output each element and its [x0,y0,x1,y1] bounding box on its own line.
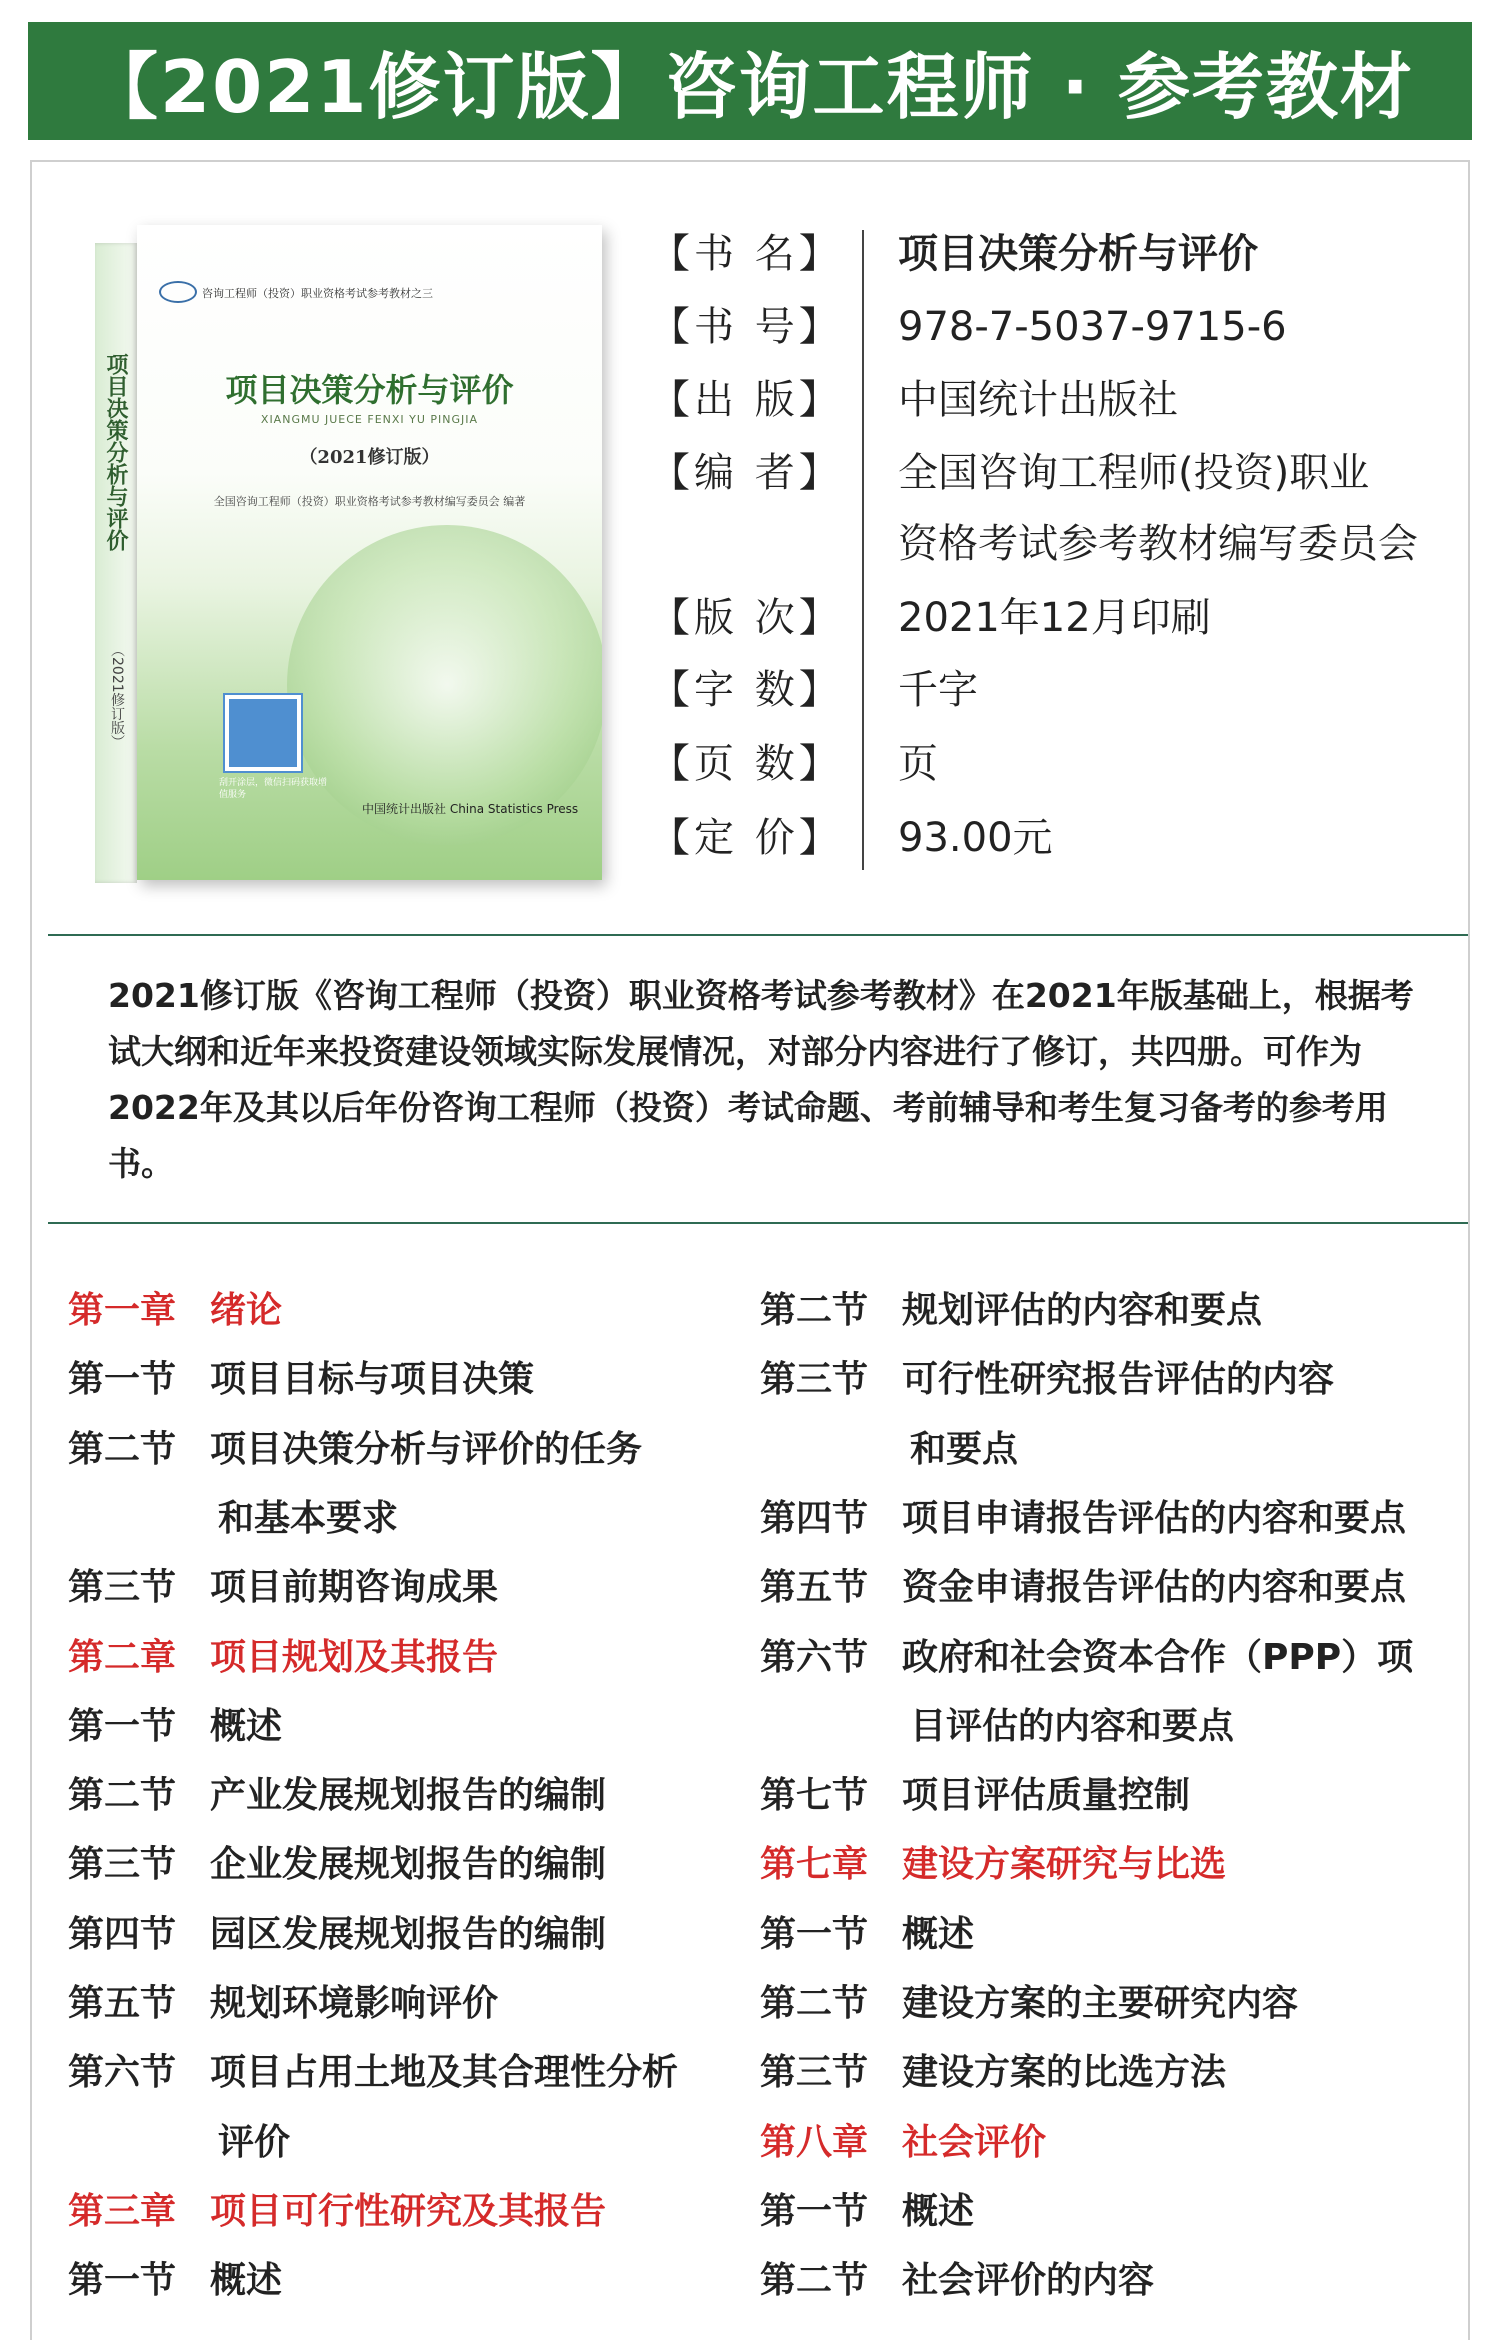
toc-text: 社会评价的内容 [902,2260,1155,2302]
toc-number: 第四节 [760,1497,869,1539]
cover-pinyin: XIANGMU JUECE FENXI YU PINGJIA [260,413,479,426]
book-cover [95,225,605,885]
toc-text: 资金申请报告评估的内容和要点 [902,1567,1407,1609]
toc-text: 概述 [902,1913,975,1955]
info-divider [862,230,864,870]
info-value: 978-7-5037-9715-6 [898,304,1287,350]
toc-text: 产业发展规划报告的编制 [210,1775,607,1817]
toc-text: 项目目标与项目决策 [210,1359,535,1401]
toc-number: 第一节 [68,1359,177,1401]
toc-text: 项目规划及其报告 [210,1636,499,1678]
toc-number: 第七节 [760,1775,869,1817]
toc-text: 建设方案的比选方法 [902,2052,1227,2094]
info-label: 【书 名】 [650,231,843,277]
toc-text: 和基本要求 [218,1497,399,1539]
cover-decoration [287,525,602,845]
toc-text: 建设方案的主要研究内容 [902,1983,1299,2024]
toc-number: 第一节 [760,1913,869,1955]
info-value: 中国统计出版社 [898,377,1178,423]
toc-text: 项目评估质量控制 [902,1775,1191,1817]
toc-number: 第六节 [68,2052,177,2094]
series-logo-icon [159,281,197,303]
toc-text: 规划环境影响评价 [210,1983,499,2024]
qr-caption: 刮开涂层，微信扫码获取增值服务 [219,778,328,800]
info-label: 【页 数】 [650,741,843,787]
toc-number: 第二节 [68,1775,177,1817]
toc-text: 建设方案研究与比选 [902,1844,1227,1886]
toc-text: 目评估的内容和要点 [910,1705,1235,1747]
cover-title: 项目决策分析与评价 [225,371,514,409]
banner-title: 【2021修订版】咨询工程师 · 参考教材 [86,45,1414,129]
toc-number: 第二节 [68,1428,177,1470]
toc-text: 可行性研究报告评估的内容 [902,1359,1335,1401]
toc-number: 第三节 [68,1844,177,1886]
toc-number: 第五节 [760,1567,869,1609]
toc-text: 项目申请报告评估的内容和要点 [902,1497,1407,1539]
cover-edition: （2021修订版） [299,447,440,468]
page-banner [28,22,1472,140]
info-value: 2021年12月印刷 [898,595,1211,641]
toc-number: 第八章 [760,2121,869,2163]
toc-text: 规划评估的内容和要点 [902,1290,1263,1331]
toc-number: 第一节 [760,2190,869,2232]
qr-code-icon [225,695,301,771]
toc-text: 和要点 [910,1428,1019,1470]
toc-number: 第三节 [760,2052,869,2094]
toc-text: 概述 [902,2190,975,2232]
info-label: 【出 版】 [650,377,843,423]
toc-text: 项目占用土地及其合理性分析 [210,2052,679,2094]
info-value: 项目决策分析与评价 [898,231,1258,277]
section-divider [48,1222,1468,1224]
toc-number: 第六节 [760,1636,869,1678]
toc-number: 第二节 [760,1290,869,1331]
info-label: 【编 者】 [650,450,843,496]
toc-number: 第一章 [68,1290,177,1331]
info-label: 【字 数】 [650,667,843,713]
info-value: 93.00元 [898,815,1053,861]
toc-number: 第二章 [68,1636,177,1678]
cover-series: 咨询工程师（投资）职业资格考试参考教材之三 [202,287,433,300]
toc-text: 政府和社会资本合作（PPP）项 [902,1636,1414,1678]
toc-number: 第二节 [760,1983,869,2024]
book-description: 2021修订版《咨询工程师（投资）职业资格考试参考教材》在2021年版基础上，根据考试大纲和近年来投资建设领域实际发展情况，对部分内容进行了修订，共四册。可作为2022年及其以后年份咨询工程师（投资）考试命题、考前辅导和考生复习备考的参考用书。 [108,976,1414,1183]
toc-text: 项目前期咨询成果 [210,1567,499,1609]
toc-number: 第三节 [68,1567,177,1609]
cover-publisher: 中国统计出版社 China Statistics Press [362,802,579,816]
toc-number: 第一节 [68,2260,177,2302]
toc-text: 绪论 [210,1290,283,1331]
book-spine [95,243,137,883]
toc-text: 评价 [218,2121,291,2163]
toc-text: 项目决策分析与评价的任务 [210,1428,643,1470]
toc-number: 第五节 [68,1983,177,2024]
toc-number: 第七章 [760,1844,869,1886]
info-value: 资格考试参考教材编写委员会 [898,521,1418,567]
toc-text: 企业发展规划报告的编制 [210,1844,607,1886]
info-value: 千字 [898,667,978,713]
toc-text: 项目可行性研究及其报告 [210,2190,607,2232]
toc-text: 社会评价 [902,2121,1047,2163]
section-divider [48,934,1468,936]
toc-text: 园区发展规划报告的编制 [210,1913,607,1955]
book-front [137,225,602,880]
toc-number: 第二节 [760,2260,869,2302]
spine-edition: （2021修订版） [109,643,125,749]
toc-text: 概述 [210,1705,283,1747]
toc-number: 第四节 [68,1913,177,1955]
info-label: 【定 价】 [650,815,843,861]
info-label: 【版 次】 [650,595,843,641]
cover-editor: 全国咨询工程师（投资）职业资格考试参考教材编写委员会 编著 [213,495,526,508]
info-value: 全国咨询工程师(投资)职业 [898,450,1370,496]
toc-number: 第一节 [68,1705,177,1747]
toc-text: 概述 [210,2260,283,2302]
spine-title: 项目决策分析与评价 [103,353,129,551]
info-label: 【书 号】 [650,304,843,350]
toc-number: 第三节 [760,1359,869,1401]
toc-number: 第三章 [68,2190,177,2232]
info-value: 页 [898,741,938,787]
